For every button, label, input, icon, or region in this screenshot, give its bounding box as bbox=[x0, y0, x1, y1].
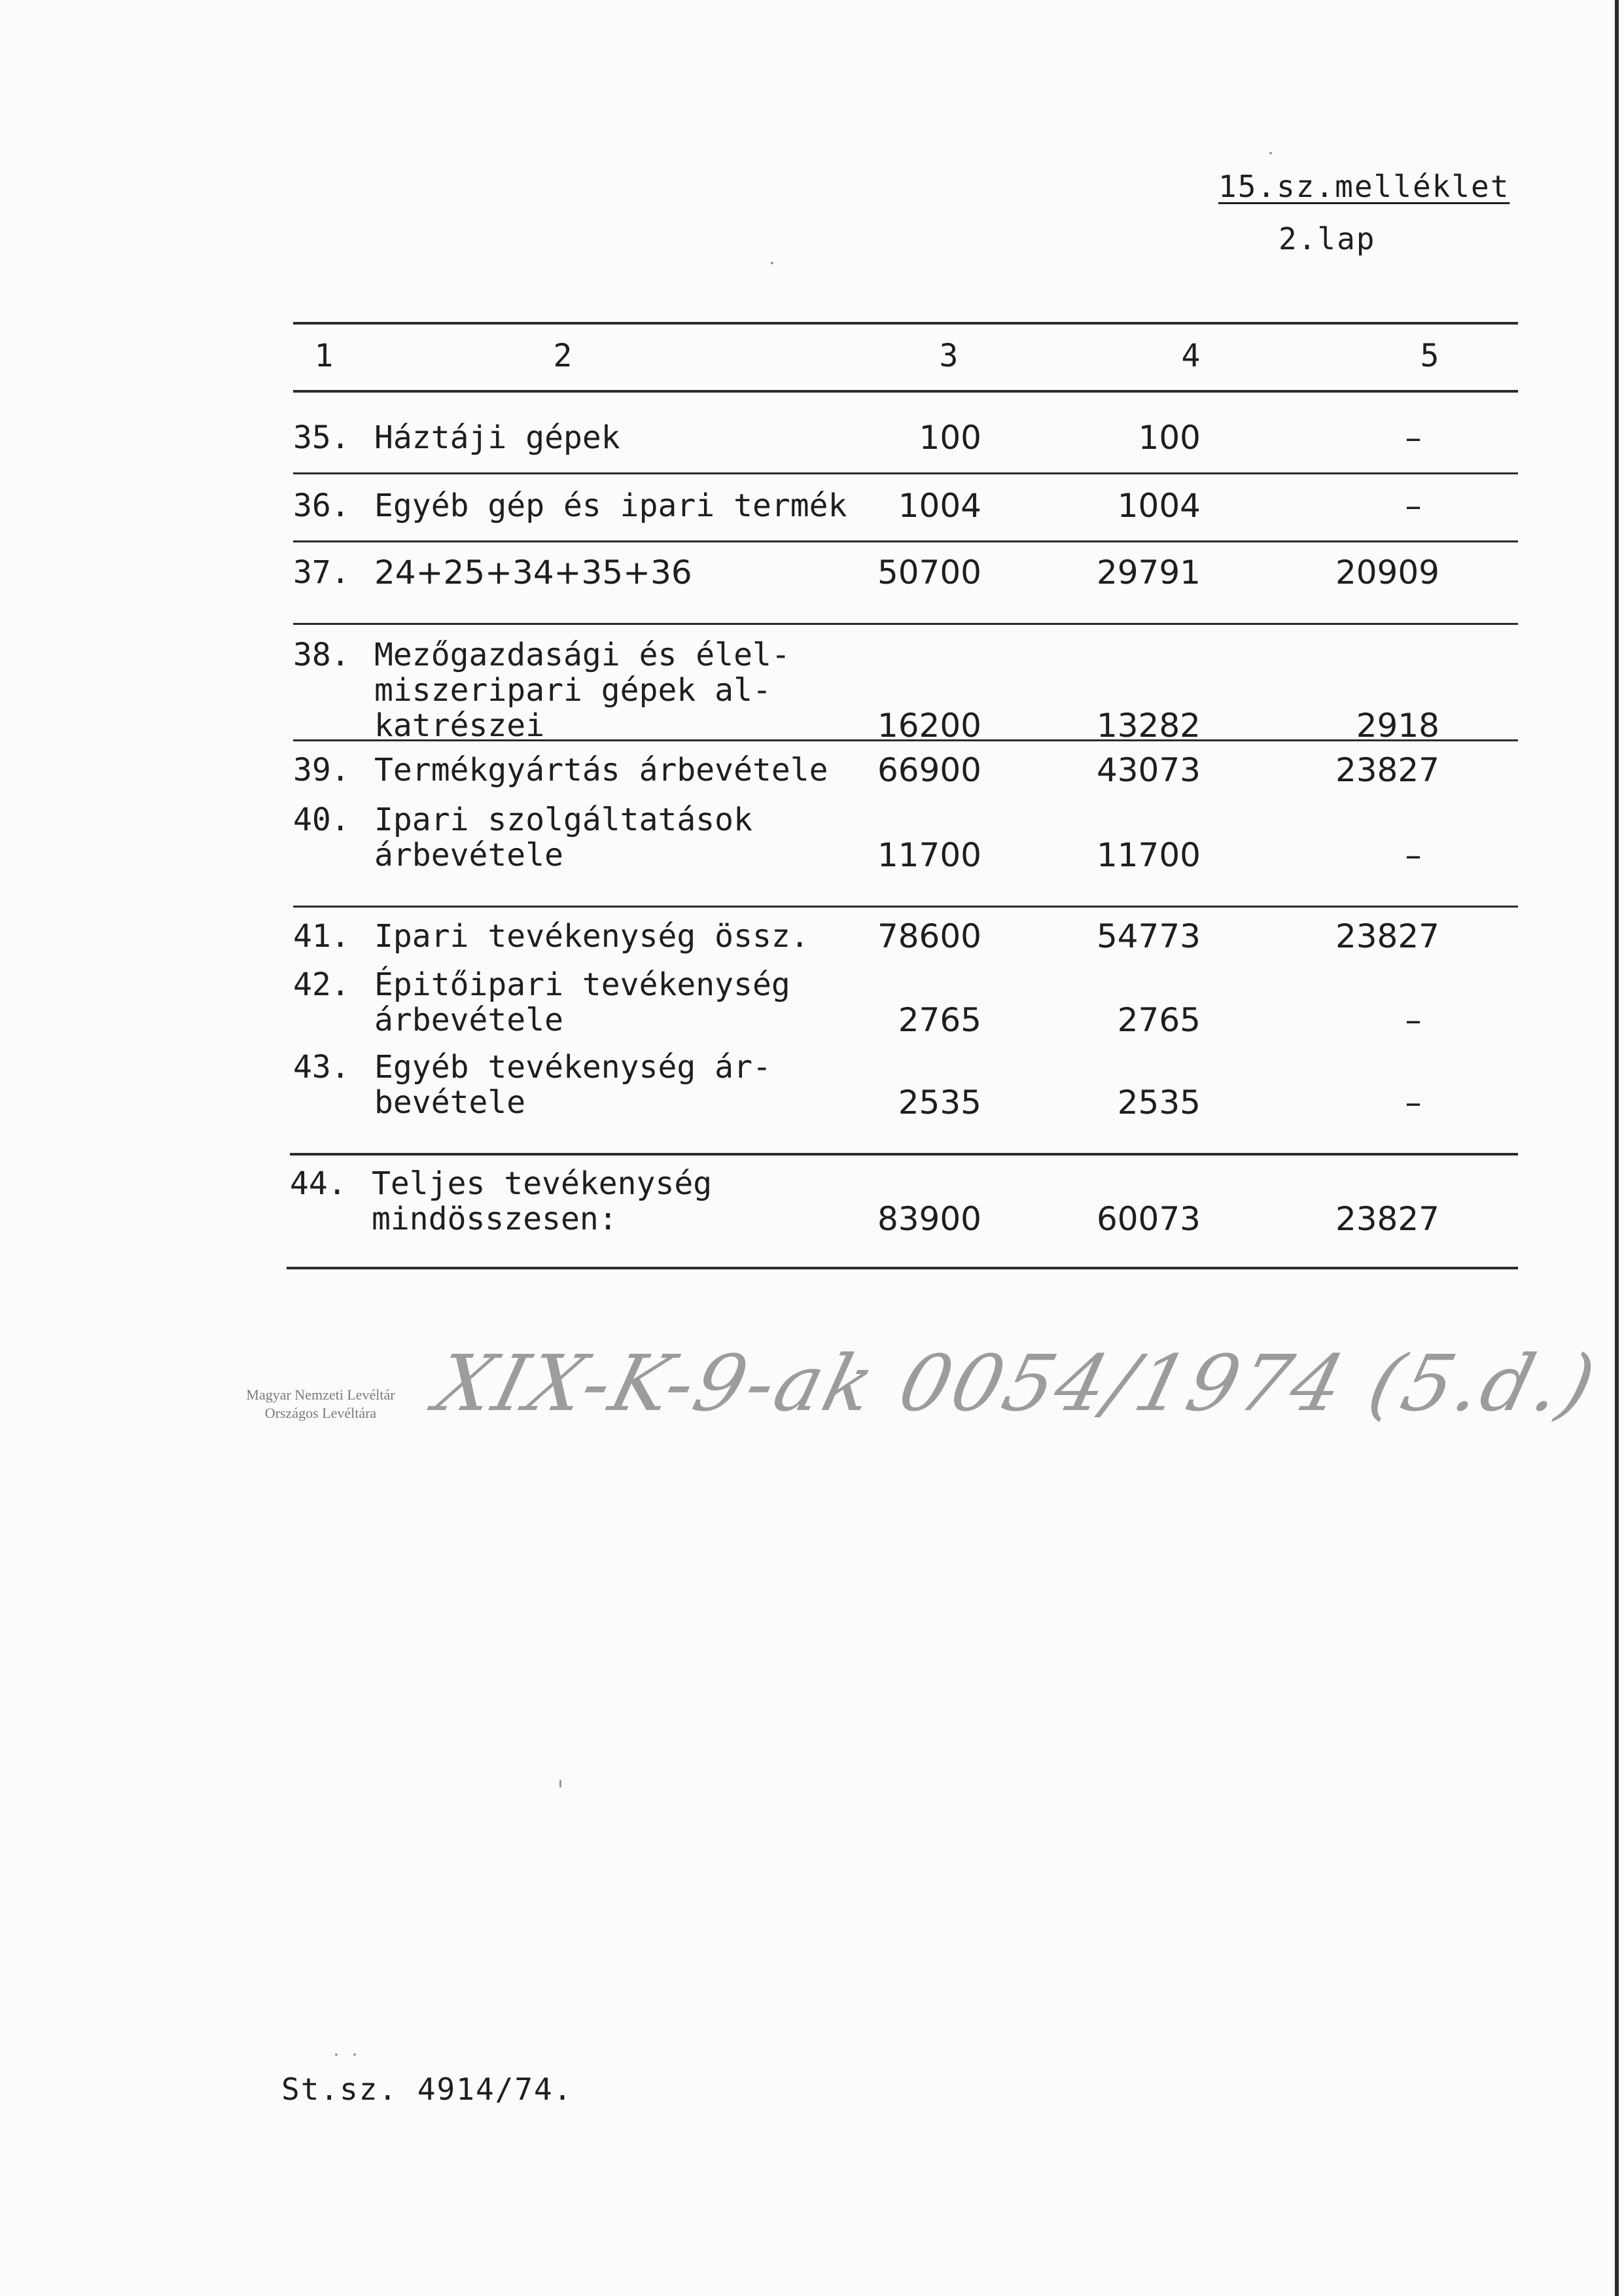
value-col-4: 43073 bbox=[1096, 751, 1201, 789]
value-col-3: 78600 bbox=[877, 917, 981, 955]
row-label-line: Teljes tevékenység bbox=[372, 1165, 713, 1202]
archive-stamp-line: Országos Levéltára bbox=[264, 1405, 377, 1421]
archive-stamp bbox=[219, 1386, 422, 1422]
column-header-3: 3 bbox=[939, 338, 959, 374]
row-number: 36. bbox=[293, 487, 350, 524]
document-number: St.sz. 4914/74. bbox=[281, 2072, 573, 2107]
page-number: 2.lap bbox=[1279, 221, 1376, 256]
archive-stamp-line: Magyar Nemzeti Levéltár bbox=[246, 1386, 395, 1403]
value-col-3: 1004 bbox=[898, 487, 981, 525]
table-rule bbox=[293, 623, 1518, 625]
value-col-5: – bbox=[1405, 419, 1422, 457]
value-col-4: 1004 bbox=[1117, 487, 1201, 525]
row-label-line: árbevétele bbox=[374, 837, 563, 874]
row-label-line: Mezőgazdasági és élel- bbox=[374, 637, 790, 673]
row-number: 40. bbox=[293, 802, 350, 838]
value-col-3: 100 bbox=[919, 419, 981, 457]
value-col-3: 16200 bbox=[877, 707, 981, 745]
value-col-4: 60073 bbox=[1096, 1200, 1201, 1238]
table-rule bbox=[287, 1267, 1518, 1269]
value-col-3: 2765 bbox=[898, 1001, 981, 1039]
row-label-line: árbevétele bbox=[374, 1002, 563, 1038]
row-label-line: katrészei bbox=[374, 707, 545, 744]
row-number: 38. bbox=[293, 637, 350, 673]
row-number: 43. bbox=[293, 1049, 350, 1086]
value-col-5: 23827 bbox=[1335, 917, 1439, 955]
column-header-4: 4 bbox=[1181, 338, 1201, 374]
value-col-5: – bbox=[1405, 487, 1422, 525]
speck bbox=[559, 1780, 561, 1788]
table-rule bbox=[293, 322, 1518, 325]
row-label-line: Épitőipari tevékenység bbox=[374, 966, 790, 1003]
table-rule bbox=[293, 472, 1518, 474]
table-rule bbox=[293, 906, 1518, 908]
value-col-3: 66900 bbox=[877, 751, 981, 789]
row-number: 35. bbox=[293, 419, 350, 456]
annex-title: 15.sz.melléklet bbox=[1218, 169, 1510, 204]
value-col-3: 50700 bbox=[877, 554, 981, 592]
value-col-4: 29791 bbox=[1096, 554, 1201, 592]
value-col-5: – bbox=[1405, 1084, 1422, 1122]
speck bbox=[771, 262, 773, 264]
row-label: Egyéb gép és ipari termék bbox=[374, 487, 847, 524]
value-col-5: 23827 bbox=[1335, 1200, 1439, 1238]
value-col-5: 20909 bbox=[1335, 554, 1439, 592]
value-col-3: 2535 bbox=[898, 1084, 981, 1122]
value-col-4: 2765 bbox=[1117, 1001, 1201, 1039]
table-rule bbox=[293, 390, 1518, 393]
row-label-line: Ipari szolgáltatások bbox=[374, 802, 752, 838]
column-header-2: 2 bbox=[553, 338, 573, 374]
row-label-line: mindösszesen: bbox=[372, 1201, 618, 1237]
value-col-4: 54773 bbox=[1096, 917, 1201, 955]
value-col-5: 23827 bbox=[1335, 751, 1439, 789]
row-label: Termékgyártás árbevétele bbox=[374, 752, 828, 788]
value-col-3: 83900 bbox=[877, 1200, 981, 1238]
row-number: 44. bbox=[290, 1165, 347, 1202]
value-col-4: 2535 bbox=[1117, 1084, 1201, 1122]
row-number: 39. bbox=[293, 752, 350, 788]
speck bbox=[335, 2053, 338, 2056]
row-label: Ipari tevékenység össz. bbox=[374, 918, 809, 955]
value-col-5: – bbox=[1405, 1001, 1422, 1039]
column-header-5: 5 bbox=[1420, 338, 1439, 374]
row-number: 37. bbox=[293, 554, 350, 591]
value-col-5: 2918 bbox=[1356, 707, 1439, 745]
value-col-3: 11700 bbox=[877, 836, 981, 874]
value-col-4: 100 bbox=[1138, 419, 1201, 457]
table-rule bbox=[293, 540, 1518, 542]
value-col-4: 13282 bbox=[1096, 707, 1201, 745]
row-number: 42. bbox=[293, 966, 350, 1003]
table-rule bbox=[293, 739, 1518, 741]
column-header-1: 1 bbox=[314, 338, 334, 374]
value-col-5: – bbox=[1405, 836, 1422, 874]
page-edge-shadow bbox=[1615, 0, 1619, 2296]
row-label-line: miszeripari gépek al- bbox=[374, 672, 771, 709]
row-label: Háztáji gépek bbox=[374, 419, 620, 456]
value-col-4: 11700 bbox=[1096, 836, 1201, 874]
row-label-line: bevétele bbox=[374, 1084, 526, 1121]
archive-reference: XIX-K-9-ak 0054/1974 (5.d.) bbox=[427, 1338, 1606, 1428]
row-label-line: Egyéb tevékenység ár- bbox=[374, 1049, 771, 1086]
row-number: 41. bbox=[293, 918, 350, 955]
row-label: 24+25+34+35+36 bbox=[374, 554, 692, 592]
speck bbox=[353, 2053, 356, 2056]
table-rule bbox=[290, 1153, 1518, 1156]
speck bbox=[1269, 152, 1272, 154]
